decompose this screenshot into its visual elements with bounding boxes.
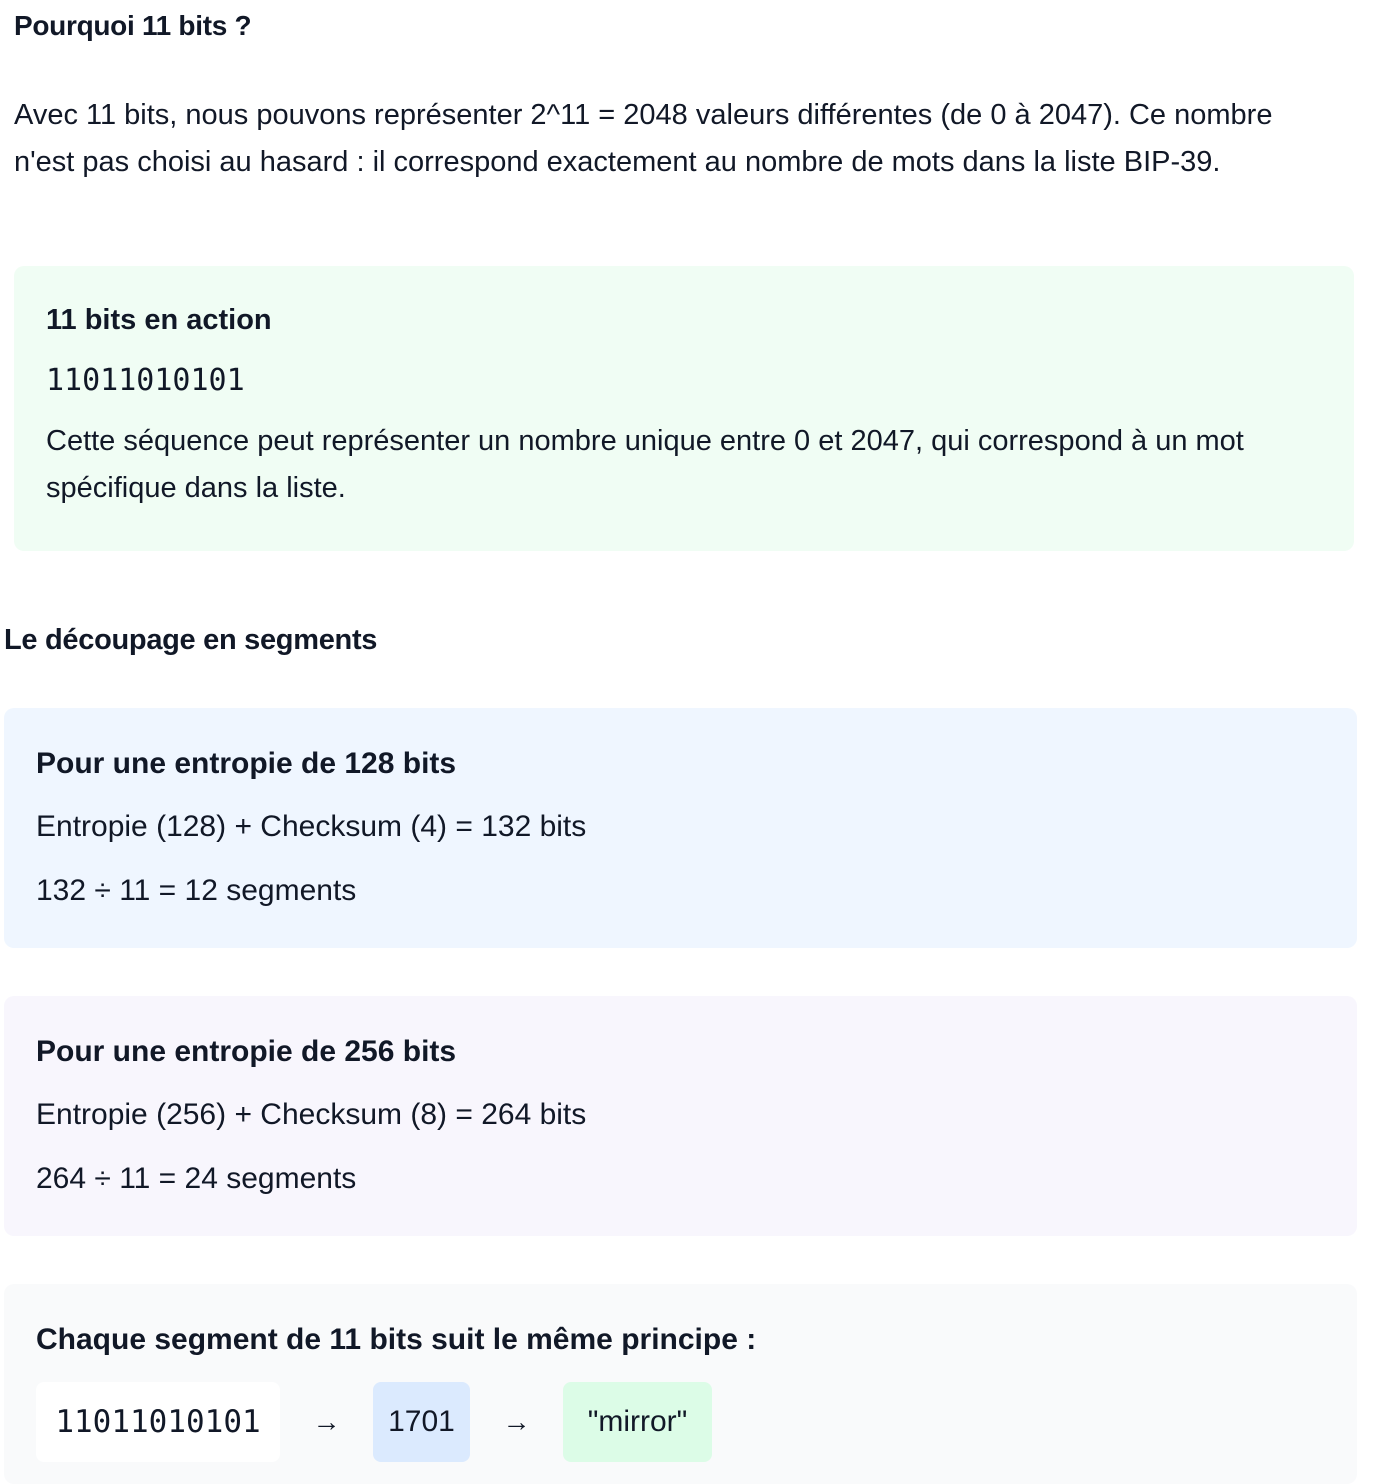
segment-card-division: 132 ÷ 11 = 12 segments [36, 874, 357, 907]
intro-paragraph: Avec 11 bits, nous pouvons représenter 2^11 = 2048 valeurs différentes (de 0 à 2047). Ce nombre n'est pas choisi au hasard : il correspond exactement au nombre de mots dans la liste BIP-39. [14, 99, 1273, 178]
principle-card [4, 1284, 1357, 1484]
action-card-bits: 11011010101 [46, 363, 245, 398]
principle-title: Chaque segment de 11 bits suit le même principe : [36, 1323, 757, 1356]
segment-card-division: 264 ÷ 11 = 24 segments [36, 1162, 357, 1195]
section-heading: Pourquoi 11 bits ? [14, 10, 252, 41]
bits-chip: 11011010101 [36, 1382, 280, 1462]
principle-flow [36, 1382, 1325, 1462]
action-card-title: 11 bits en action [46, 304, 272, 336]
segment-card-total: Entropie (128) + Checksum (4) = 132 bits [36, 810, 587, 843]
action-card-text: Cette séquence peut représenter un nombre unique entre 0 et 2047, qui correspond à un mot spécifique dans la liste. [46, 425, 1244, 504]
segment-card-title: Pour une entropie de 256 bits [36, 1035, 457, 1068]
number-chip: 1701 [373, 1382, 470, 1462]
arrow-right-icon: → [502, 1406, 531, 1437]
segment-card-128 [4, 708, 1357, 948]
word-chip: "mirror" [563, 1382, 712, 1462]
segment-card-total: Entropie (256) + Checksum (8) = 264 bits [36, 1098, 587, 1131]
segment-card-256 [4, 996, 1357, 1236]
action-card [14, 266, 1354, 551]
arrow-right-icon: → [312, 1406, 341, 1437]
segments-heading: Le découpage en segments [4, 624, 378, 656]
segment-card-title: Pour une entropie de 128 bits [36, 747, 457, 780]
